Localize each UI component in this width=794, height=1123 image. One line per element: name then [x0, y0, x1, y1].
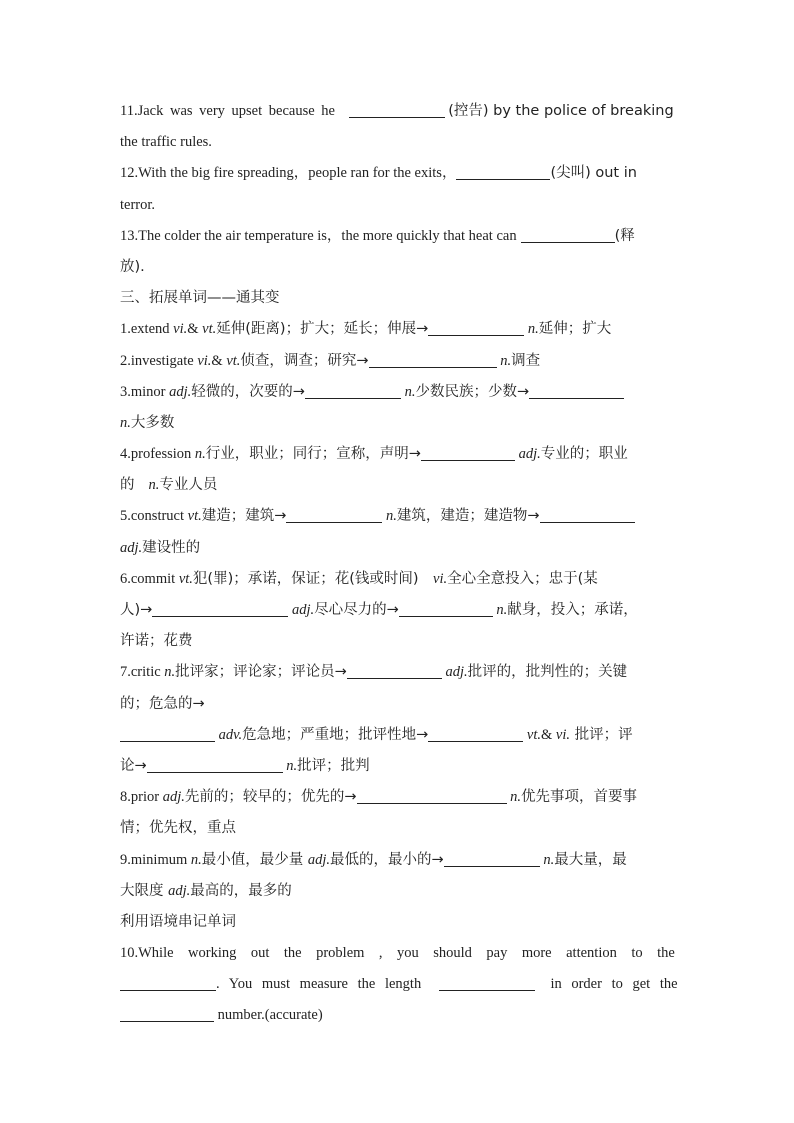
- w7-meaning-5: 批评；评: [570, 726, 633, 743]
- q13-blank[interactable]: [521, 224, 615, 243]
- w2-blank[interactable]: [369, 349, 497, 368]
- w7-pos-3: adv.: [218, 726, 243, 743]
- w8-meaning-3: 情；优先权，重点: [120, 820, 236, 837]
- w4-pos-2: adj.: [518, 446, 541, 463]
- question-10-line-3: [120, 1000, 675, 1031]
- q10-blank-1[interactable]: [120, 972, 216, 991]
- w5-pos-2: n.: [386, 508, 397, 525]
- question-13-line-1: [120, 221, 675, 252]
- q10-word: ,: [378, 945, 383, 962]
- word-7-critic-cont-2: [120, 751, 675, 782]
- question-11-line-1: [120, 96, 675, 127]
- w6-meaning-3: 人)→: [120, 602, 153, 618]
- q12-blank[interactable]: [456, 161, 550, 180]
- word-3-minor-cont: [120, 408, 675, 439]
- q10-word: the: [283, 945, 302, 962]
- word-5-construct: [120, 501, 675, 532]
- w8-blank[interactable]: [357, 785, 507, 804]
- w3-pos-1: adj.: [169, 383, 192, 400]
- q10-word: pay: [486, 945, 508, 962]
- w5-blank-2[interactable]: [540, 504, 635, 523]
- w1-pos-2: vt.: [202, 321, 217, 338]
- q13-text-3: 放).: [120, 258, 145, 275]
- w4-meaning-4: 专业人员: [159, 477, 218, 494]
- word-7-critic-cont: [120, 720, 675, 751]
- w5-pos-1: vt.: [187, 508, 202, 525]
- w8-pos-1: adj.: [162, 789, 185, 806]
- w7-meaning-4: 危急地；严重地；批评性地→: [242, 726, 429, 743]
- w4-blank-1[interactable]: [421, 442, 515, 461]
- w4-pos-3: n.: [148, 477, 160, 494]
- w7-blank-4[interactable]: [147, 754, 283, 773]
- w3-meaning-2: 少数民族；少数→: [415, 383, 530, 400]
- w7-meaning-3: 的；危急的→: [120, 695, 205, 712]
- w8-pos-2: n.: [510, 789, 521, 806]
- w2-meaning-2: 调查: [511, 352, 541, 369]
- q11-text-1: 11.Jack was very upset because he: [120, 103, 335, 119]
- w6-blank-1[interactable]: [152, 598, 288, 617]
- word-7-critic: [120, 657, 675, 688]
- q10-word: you: [397, 945, 419, 962]
- w6-pos-2: vi.: [433, 570, 448, 587]
- word-3-minor: [120, 377, 675, 408]
- w2-meaning: 侦查，调查；研究→: [240, 352, 369, 369]
- word-8-prior: [120, 782, 675, 813]
- w2-pos-2: vt.: [226, 352, 241, 369]
- section-3-title: 三、拓展单词——通其变: [120, 290, 280, 307]
- q11-text-2: (控告) by the police of breaking: [448, 103, 674, 119]
- w2-headword: 2.investigate: [120, 352, 198, 369]
- w9-pos-4: adj.: [168, 882, 191, 899]
- w1-blank[interactable]: [428, 317, 524, 336]
- w9-blank[interactable]: [444, 848, 540, 867]
- w6-meaning-5: 献身，投入；承诺，: [507, 602, 638, 618]
- q10-word: should: [433, 945, 472, 962]
- worksheet-page: [120, 96, 678, 1032]
- word-2-investigate: [120, 346, 675, 377]
- context-section-title: 利用语境串记单词: [120, 913, 236, 930]
- w5-meaning-2: 建筑，建造；建造物→: [396, 508, 540, 525]
- w7-meaning: 批评家；评论家；评论员→: [175, 664, 347, 681]
- q10-word: 10.While: [120, 945, 174, 962]
- q12-text-2: (尖叫) out in: [550, 165, 637, 182]
- w8-meaning: 先前的；较早的；优先的→: [184, 789, 357, 806]
- w1-meaning: 延伸(距离)；扩大；延长；伸展→: [216, 321, 429, 338]
- w3-meaning-3: 大多数: [130, 414, 175, 431]
- w1-headword: 1.extend: [120, 321, 174, 338]
- w7-pos-6: n.: [286, 757, 298, 774]
- q10-word: problem: [316, 945, 365, 962]
- w6-blank-2[interactable]: [399, 598, 493, 617]
- w5-pos-3: adj.: [120, 539, 143, 556]
- w9-pos-2: adj.: [307, 851, 331, 868]
- w5-blank-1[interactable]: [286, 504, 382, 523]
- q13-text-2: (释: [614, 227, 635, 244]
- w7-pos-4: vt.: [526, 726, 541, 743]
- w2-pos-3: n.: [500, 352, 512, 369]
- w7-blank-1[interactable]: [347, 660, 442, 679]
- q11-text-3: the traffic rules.: [120, 134, 212, 151]
- w1-pos-1: vi.: [173, 321, 188, 338]
- w7-blank-3[interactable]: [428, 723, 523, 742]
- q10-word: to: [631, 945, 643, 962]
- q10-word: out: [250, 945, 270, 962]
- w7-pos-5: vi.: [555, 726, 570, 743]
- w6-pos-1: vt.: [178, 570, 193, 587]
- q12-text-3: terror.: [120, 196, 156, 213]
- w6-pos-3: adj.: [291, 602, 315, 618]
- q10-word: more: [521, 945, 552, 962]
- w4-meaning: 行业，职业；同行；宣称，声明→: [205, 446, 421, 463]
- w1-amp: &: [187, 321, 203, 338]
- w7-headword: 7.critic: [120, 664, 165, 681]
- word-4-profession-cont: [120, 470, 675, 501]
- w8-headword: 8.prior: [120, 789, 163, 806]
- word-9-minimum-cont: [120, 876, 675, 907]
- w5-meaning: 建造；建筑→: [201, 508, 287, 525]
- w3-meaning: 轻微的，次要的→: [191, 383, 305, 400]
- question-12-line-1: [120, 158, 675, 189]
- w5-meaning-3: 建设性的: [142, 539, 201, 556]
- w4-meaning-3: 的: [120, 477, 135, 494]
- w4-blank-2[interactable]: [135, 474, 149, 492]
- w3-pos-2: n.: [404, 383, 416, 400]
- w5-headword: 5.construct: [120, 508, 188, 525]
- word-9-minimum: [120, 845, 675, 876]
- word-5-construct-cont: [120, 533, 675, 564]
- w6-meaning-2: 全心全意投入；忠于(某: [447, 570, 598, 587]
- w3-blank-1[interactable]: [305, 380, 401, 399]
- q10-text-3: in order to get the: [550, 976, 678, 993]
- w8-meaning-2: 优先事项，首要事: [521, 789, 637, 806]
- w9-headword: 9.minimum: [120, 851, 191, 868]
- w4-headword: 4.profession: [120, 446, 195, 463]
- q10-word: working: [188, 945, 237, 962]
- w7-meaning-2: 批评的，批判性的；关键: [467, 664, 628, 681]
- q10-blank-2[interactable]: [439, 972, 535, 991]
- w6-meaning-4: 尽心尽力的→: [314, 602, 399, 618]
- w9-meaning-3: 最大量，最: [554, 851, 627, 868]
- w2-amp: &: [211, 352, 227, 369]
- q10-text-4: number.(accurate): [217, 1007, 323, 1024]
- w9-pos-1: n.: [190, 851, 202, 868]
- word-4-profession: [120, 439, 675, 470]
- question-10-line-2: [120, 969, 678, 1000]
- w6-meaning-6: 许诺；花费: [120, 633, 193, 650]
- w6-meaning: 犯(罪)；承诺，保证；花(钱或时间): [192, 570, 434, 587]
- w7-pos-2: adj.: [445, 664, 468, 681]
- w9-meaning-5: 最高的，最多的: [190, 882, 292, 899]
- w9-pos-3: n.: [543, 851, 555, 868]
- q10-text-2: . You must measure the length: [216, 976, 422, 993]
- word-6-commit: [120, 564, 675, 595]
- q10-word: attention: [566, 945, 617, 962]
- w1-pos-3: n.: [527, 321, 539, 338]
- w9-meaning-4: 大限度: [120, 882, 169, 899]
- word-6-commit-cont: [120, 595, 675, 626]
- w7-meaning-6: 论→: [120, 757, 147, 774]
- q13-text-1: 13.The colder the air temperature is，the more quickly that heat can: [120, 227, 517, 244]
- question-10-line-1: [120, 938, 675, 969]
- word-1-extend: [120, 314, 675, 345]
- q11-blank[interactable]: [349, 99, 445, 118]
- w4-meaning-2: 专业的；职业: [540, 446, 628, 463]
- w3-blank-2[interactable]: [529, 380, 624, 399]
- w7-blank-2[interactable]: [120, 723, 215, 742]
- w4-pos-1: n.: [194, 446, 206, 463]
- w3-pos-3: n.: [120, 414, 131, 431]
- w6-headword: 6.commit: [120, 570, 179, 587]
- w1-meaning-2: 延伸；扩大: [538, 321, 612, 338]
- w7-meaning-7: 批评；批判: [297, 757, 370, 774]
- q12-text-1: 12.With the big fire spreading，people ran for the exits，: [120, 165, 457, 182]
- w7-amp: &: [541, 726, 556, 743]
- w6-pos-4: n.: [496, 602, 508, 618]
- w7-pos-1: n.: [164, 664, 176, 681]
- w9-meaning-2: 最低的，最小的→: [330, 851, 444, 868]
- w3-headword: 3.minor: [120, 383, 170, 400]
- q10-blank-3[interactable]: [120, 1003, 214, 1022]
- q10-word: the: [657, 945, 675, 962]
- w9-meaning: 最小值，最少量: [201, 851, 308, 868]
- w2-pos-1: vi.: [197, 352, 212, 369]
